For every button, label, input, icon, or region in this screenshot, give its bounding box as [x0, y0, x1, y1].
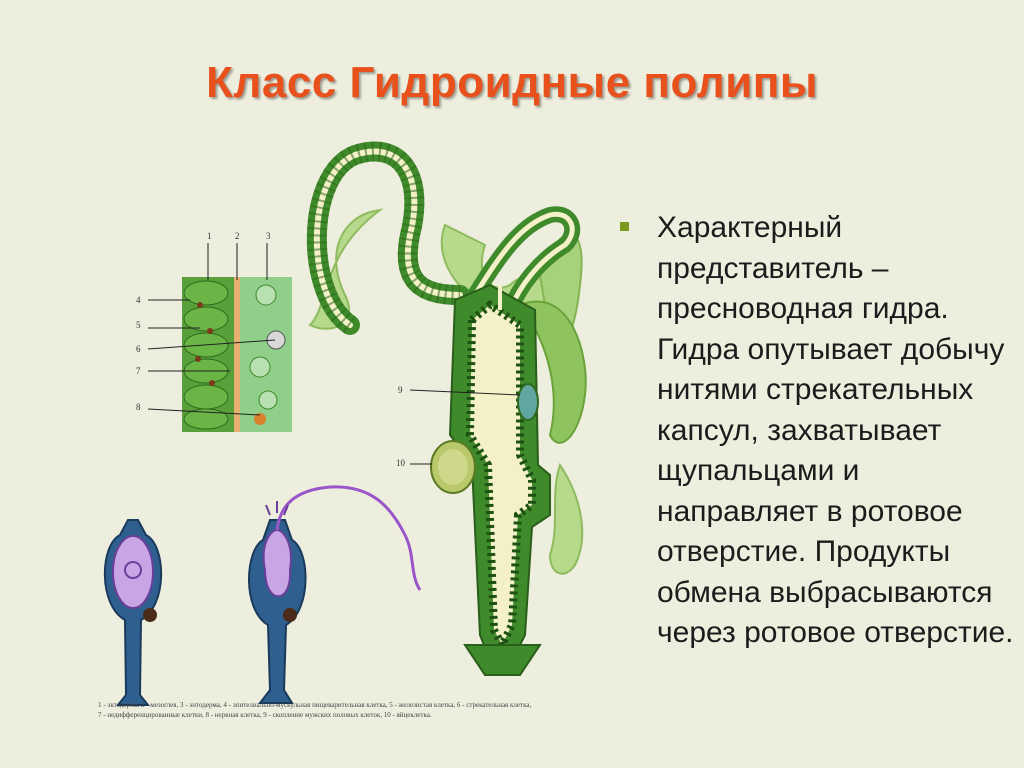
hydra-foot — [465, 645, 540, 675]
label-5: 5 — [136, 320, 141, 330]
label-6: 6 — [136, 344, 141, 354]
cnidocyte-undischarged — [105, 520, 161, 705]
cell — [250, 357, 270, 377]
nucleus — [283, 608, 297, 622]
egg-cell-inner — [438, 449, 468, 485]
nucleus — [207, 328, 213, 334]
cell — [184, 385, 228, 409]
cnidocyte-discharged — [249, 487, 420, 703]
cell — [184, 281, 228, 305]
testis — [518, 384, 538, 420]
nematocyst-capsule — [113, 536, 153, 608]
label-9: 9 — [398, 385, 403, 395]
nucleus — [197, 302, 203, 308]
mesoglea-layer — [234, 277, 240, 432]
label-8: 8 — [136, 402, 141, 412]
hydra-diagram — [80, 135, 620, 735]
label-2: 2 — [235, 231, 240, 241]
tentacle-bg — [550, 465, 582, 574]
hydra-illustration — [80, 135, 620, 735]
label-4: 4 — [136, 295, 141, 305]
nematocyst-capsule — [264, 530, 291, 596]
slide-title: Класс Гидроидные полипы — [206, 58, 818, 107]
figure-caption — [98, 700, 588, 720]
label-7: 7 — [136, 366, 141, 376]
label-3: 3 — [266, 231, 271, 241]
caption-line: 1 - эктодерма, 2 - мезоглея, 3 - энтодерма, 4 - эпителиально-мускульная пищеварительная клетка, 5 - железистая клетка, 6 - стрекательная клетка, — [98, 701, 532, 709]
cell-layer-inset — [182, 277, 292, 432]
square-bullet-icon — [620, 222, 629, 231]
cell — [256, 285, 276, 305]
cell — [259, 391, 277, 409]
nucleus — [143, 608, 157, 622]
cell — [184, 307, 228, 331]
caption-line: 7 - недифференцированные клетки, 8 - нервная клетка, 9 - скопление мужских половых клеток, 10 - яйцеклетка. — [98, 711, 432, 719]
label-1: 1 — [207, 231, 212, 241]
label-10: 10 — [396, 458, 405, 468]
nucleus — [195, 356, 201, 362]
nucleus — [209, 380, 215, 386]
bullet-text: Характерный представитель – пресноводная гидра. Гидра опутывает добычу нитями стрекательных капсул, захватывает щупальцами и направляет в ротовое отверстие. Продукты обмена выбрасываются через ротовое отверстие. — [657, 211, 1014, 649]
